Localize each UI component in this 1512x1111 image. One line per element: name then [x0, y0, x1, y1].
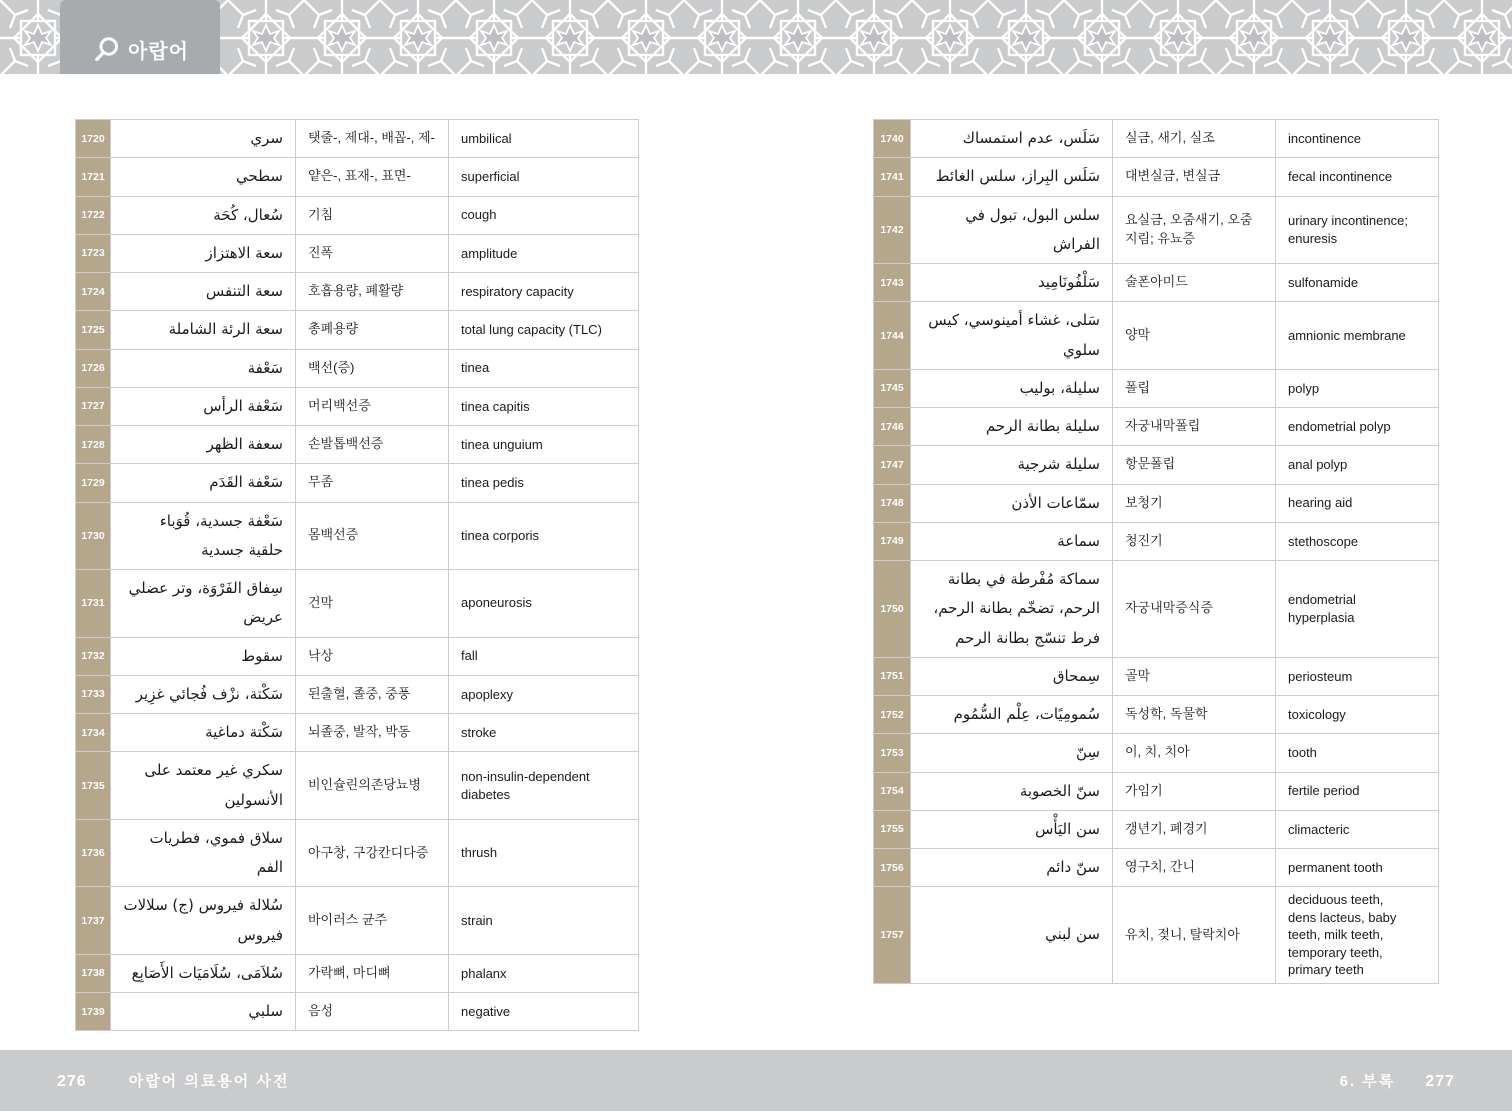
entry-korean-cell: 머리백선증 — [296, 387, 449, 425]
entry-number-cell: 1743 — [874, 264, 911, 302]
entry-english-cell: respiratory capacity — [449, 273, 639, 311]
entry-arabic-cell: سُمومِيًات، عِلْم السُّمُوم — [911, 696, 1113, 734]
entry-korean-cell: 백선(증) — [296, 349, 449, 387]
entry-english-cell: endometrial polyp — [1276, 408, 1439, 446]
entry-arabic-cell: سري — [111, 120, 296, 158]
table-row — [874, 408, 1439, 446]
entry-arabic-cell: سلاق فموي، فطريات الفم — [111, 819, 296, 887]
left-page-number: 276 — [57, 1073, 87, 1090]
entry-english-cell: non-insulin-dependent diabetes — [449, 752, 639, 820]
entry-arabic-cell: سكري غير معتمد على الأنسولين — [111, 752, 296, 820]
entry-arabic-cell: سلس البول، تبول في الفراش — [911, 196, 1113, 264]
entry-korean-cell: 된출혈, 졸중, 중풍 — [296, 675, 449, 713]
table-row — [76, 349, 639, 387]
entry-korean-cell: 보청기 — [1113, 484, 1276, 522]
entry-korean-cell: 몸백선증 — [296, 502, 449, 570]
table-row — [76, 570, 639, 638]
entry-number-cell: 1749 — [874, 522, 911, 560]
entry-english-cell: aponeurosis — [449, 570, 639, 638]
table-row — [874, 120, 1439, 158]
entry-english-cell: tinea pedis — [449, 464, 639, 502]
entry-number-cell: 1742 — [874, 196, 911, 264]
page-footer — [0, 1050, 1512, 1111]
entry-korean-cell: 낙상 — [296, 637, 449, 675]
entry-arabic-cell: سَلَس، عدم استمساك — [911, 120, 1113, 158]
entry-number-cell: 1722 — [76, 196, 111, 234]
entry-korean-cell: 호흡용량, 폐활량 — [296, 273, 449, 311]
entry-arabic-cell: سعة الرئة الشاملة — [111, 311, 296, 349]
entry-arabic-cell: سقوط — [111, 637, 296, 675]
entry-number-cell: 1757 — [874, 887, 911, 984]
table-row — [76, 675, 639, 713]
table-row — [76, 993, 639, 1031]
entry-number-cell: 1733 — [76, 675, 111, 713]
entry-english-cell: amnionic membrane — [1276, 302, 1439, 370]
entry-english-cell: total lung capacity (TLC) — [449, 311, 639, 349]
entry-arabic-cell: سَعْفة القَدَم — [111, 464, 296, 502]
entry-english-cell: negative — [449, 993, 639, 1031]
table-row — [874, 369, 1439, 407]
entry-korean-cell: 가락뼈, 마디뼈 — [296, 954, 449, 992]
entry-number-cell: 1734 — [76, 714, 111, 752]
entry-korean-cell: 유치, 젖니, 탈락치아 — [1113, 887, 1276, 984]
entry-korean-cell: 뇌졸중, 발작, 박동 — [296, 714, 449, 752]
entry-arabic-cell: سَلى، غشاء أمينوسي، كيس سلوي — [911, 302, 1113, 370]
table-row — [76, 714, 639, 752]
entry-korean-cell: 이, 치, 치아 — [1113, 734, 1276, 772]
table-row — [874, 522, 1439, 560]
entry-korean-cell: 진폭 — [296, 234, 449, 272]
entry-number-cell: 1739 — [76, 993, 111, 1031]
entry-number-cell: 1744 — [874, 302, 911, 370]
table-row — [874, 849, 1439, 887]
entry-korean-cell: 대변실금, 변실금 — [1113, 158, 1276, 196]
entry-arabic-cell: سنّ الخصوبة — [911, 772, 1113, 810]
entry-korean-cell: 기침 — [296, 196, 449, 234]
entry-number-cell: 1750 — [874, 561, 911, 658]
entry-number-cell: 1729 — [76, 464, 111, 502]
entry-number-cell: 1730 — [76, 502, 111, 570]
entry-english-cell: tinea unguium — [449, 426, 639, 464]
entry-arabic-cell: سَكْتة دماغية — [111, 714, 296, 752]
entry-number-cell: 1740 — [874, 120, 911, 158]
entry-korean-cell: 청진기 — [1113, 522, 1276, 560]
table-row — [76, 637, 639, 675]
entry-english-cell: fecal incontinence — [1276, 158, 1439, 196]
entry-korean-cell: 바이러스 균주 — [296, 887, 449, 955]
search-icon — [91, 35, 121, 65]
entry-arabic-cell: سن اليَأْس — [911, 810, 1113, 848]
entry-number-cell: 1755 — [874, 810, 911, 848]
entry-english-cell: fall — [449, 637, 639, 675]
entry-korean-cell: 항문폴립 — [1113, 446, 1276, 484]
entry-korean-cell: 무좀 — [296, 464, 449, 502]
entry-number-cell: 1738 — [76, 954, 111, 992]
entry-arabic-cell: سماعة — [911, 522, 1113, 560]
entry-korean-cell: 폴립 — [1113, 369, 1276, 407]
entry-korean-cell: 독성학, 독물학 — [1113, 696, 1276, 734]
entry-english-cell: fertile period — [1276, 772, 1439, 810]
entry-number-cell: 1753 — [874, 734, 911, 772]
entry-korean-cell: 갱년기, 폐경기 — [1113, 810, 1276, 848]
entry-english-cell: hearing aid — [1276, 484, 1439, 522]
entry-english-cell: polyp — [1276, 369, 1439, 407]
entry-number-cell: 1732 — [76, 637, 111, 675]
entry-number-cell: 1746 — [874, 408, 911, 446]
entry-korean-cell: 술폰아미드 — [1113, 264, 1276, 302]
right-page-number: 277 — [1425, 1073, 1455, 1090]
entry-korean-cell: 아구창, 구강칸디다증 — [296, 819, 449, 887]
entry-korean-cell: 가임기 — [1113, 772, 1276, 810]
table-row — [76, 158, 639, 196]
entry-arabic-cell: سَكْتة، نزْف فُجائي غزِير — [111, 675, 296, 713]
table-row — [874, 196, 1439, 264]
entry-korean-cell: 자궁내막증식증 — [1113, 561, 1276, 658]
entry-korean-cell: 양막 — [1113, 302, 1276, 370]
entry-arabic-cell: سلبي — [111, 993, 296, 1031]
table-row — [76, 387, 639, 425]
dictionary-table-right — [873, 119, 1439, 984]
entry-number-cell: 1726 — [76, 349, 111, 387]
entry-english-cell: stethoscope — [1276, 522, 1439, 560]
entry-arabic-cell: سِمحاق — [911, 657, 1113, 695]
entry-english-cell: urinary incontinence; enuresis — [1276, 196, 1439, 264]
entry-arabic-cell: سليلة بطانة الرحم — [911, 408, 1113, 446]
entry-english-cell: cough — [449, 196, 639, 234]
table-row — [874, 484, 1439, 522]
table-row — [76, 234, 639, 272]
arabesque-pattern — [0, 0, 1512, 74]
entry-english-cell: tinea capitis — [449, 387, 639, 425]
table-row — [874, 158, 1439, 196]
entry-number-cell: 1735 — [76, 752, 111, 820]
entry-number-cell: 1728 — [76, 426, 111, 464]
entry-arabic-cell: سنّ دائم — [911, 849, 1113, 887]
table-row — [76, 273, 639, 311]
entry-number-cell: 1720 — [76, 120, 111, 158]
entry-english-cell: permanent tooth — [1276, 849, 1439, 887]
entry-arabic-cell: سَلْفُونَامِيد — [911, 264, 1113, 302]
table-row — [874, 446, 1439, 484]
entry-english-cell: tinea corporis — [449, 502, 639, 570]
entry-number-cell: 1737 — [76, 887, 111, 955]
table-row — [874, 810, 1439, 848]
entry-arabic-cell: سَلَس البِراز، سلس الغائط — [911, 158, 1113, 196]
entry-arabic-cell: سليلة، بوليب — [911, 369, 1113, 407]
entry-english-cell: anal polyp — [1276, 446, 1439, 484]
entry-english-cell: umbilical — [449, 120, 639, 158]
entry-korean-cell: 건막 — [296, 570, 449, 638]
entry-number-cell: 1745 — [874, 369, 911, 407]
table-row — [874, 561, 1439, 658]
entry-number-cell: 1747 — [874, 446, 911, 484]
entry-arabic-cell: سِفاق الفَرْوَة، وتر عضلي عريض — [111, 570, 296, 638]
entry-arabic-cell: سِنّ — [911, 734, 1113, 772]
book-title: 아랍어 의료용어 사전 — [128, 1073, 290, 1090]
entry-korean-cell: 손발톱백선증 — [296, 426, 449, 464]
entry-english-cell: incontinence — [1276, 120, 1439, 158]
table-row — [874, 734, 1439, 772]
entry-korean-cell: 비인슐린의존당뇨병 — [296, 752, 449, 820]
entry-korean-cell: 영구치, 간니 — [1113, 849, 1276, 887]
entry-arabic-cell: سطحي — [111, 158, 296, 196]
entry-number-cell: 1731 — [76, 570, 111, 638]
entry-korean-cell: 실금, 새기, 실조 — [1113, 120, 1276, 158]
table-row — [874, 772, 1439, 810]
entry-korean-cell: 요실금, 오줌새기, 오줌지림; 유뇨증 — [1113, 196, 1276, 264]
table-row — [76, 196, 639, 234]
entry-arabic-cell: سعة التنفس — [111, 273, 296, 311]
footer-left-group — [57, 1070, 289, 1091]
table-row — [76, 120, 639, 158]
entry-english-cell: deciduous teeth, dens lacteus, baby teeth, milk teeth, temporary teeth, primary teeth — [1276, 887, 1439, 984]
entry-korean-cell: 자궁내막폴립 — [1113, 408, 1276, 446]
section-tab-label: 아랍어 — [128, 41, 189, 63]
entry-number-cell: 1725 — [76, 311, 111, 349]
entry-arabic-cell: سَعْفة الرأس — [111, 387, 296, 425]
entry-english-cell: amplitude — [449, 234, 639, 272]
entry-english-cell: toxicology — [1276, 696, 1439, 734]
entry-english-cell: endometrial hyperplasia — [1276, 561, 1439, 658]
entry-arabic-cell: سليلة شرجية — [911, 446, 1113, 484]
entry-number-cell: 1727 — [76, 387, 111, 425]
section-title: 6. 부록 — [1339, 1073, 1396, 1090]
table-row — [76, 502, 639, 570]
entry-number-cell: 1748 — [874, 484, 911, 522]
entry-arabic-cell: سعة الاهتزاز — [111, 234, 296, 272]
entry-english-cell: stroke — [449, 714, 639, 752]
entry-korean-cell: 얕은-, 표재-, 표면- — [296, 158, 449, 196]
entry-arabic-cell: سُلاَمَى، سُلَامَيَات الأَصَابِع — [111, 954, 296, 992]
table-row — [76, 464, 639, 502]
table-row — [874, 264, 1439, 302]
entry-number-cell: 1752 — [874, 696, 911, 734]
entry-number-cell: 1723 — [76, 234, 111, 272]
table-row — [76, 887, 639, 955]
entry-english-cell: superficial — [449, 158, 639, 196]
entry-arabic-cell: سعفة الظهر — [111, 426, 296, 464]
entry-arabic-cell: سن لبني — [911, 887, 1113, 984]
entry-arabic-cell: سَعْفة جسدية، قُوَباء حلقية جسدية — [111, 502, 296, 570]
table-row — [874, 887, 1439, 984]
entry-arabic-cell: سماكة مُفْرطة في بطانة الرحم، تضخّم بطانة الرحم، فرط تنسّج بطانة الرحم — [911, 561, 1113, 658]
entry-english-cell: apoplexy — [449, 675, 639, 713]
entry-number-cell: 1736 — [76, 819, 111, 887]
table-row — [874, 302, 1439, 370]
entry-english-cell: thrush — [449, 819, 639, 887]
entry-arabic-cell: سُعال، كُحَة — [111, 196, 296, 234]
entry-arabic-cell: سَعْفة — [111, 349, 296, 387]
entry-english-cell: periosteum — [1276, 657, 1439, 695]
footer-right-group — [1340, 1070, 1455, 1091]
entry-arabic-cell: سمّاعات الأذن — [911, 484, 1113, 522]
table-row — [76, 311, 639, 349]
entry-number-cell: 1721 — [76, 158, 111, 196]
entry-english-cell: tooth — [1276, 734, 1439, 772]
entry-arabic-cell: سُلالة فيروس (ج) سلالات فيروس — [111, 887, 296, 955]
entry-korean-cell: 총폐용량 — [296, 311, 449, 349]
entry-number-cell: 1756 — [874, 849, 911, 887]
entry-english-cell: climacteric — [1276, 810, 1439, 848]
table-row — [874, 657, 1439, 695]
table-row — [76, 954, 639, 992]
table-row — [76, 752, 639, 820]
table-row — [76, 819, 639, 887]
header-pattern-band — [0, 0, 1512, 74]
entry-number-cell: 1751 — [874, 657, 911, 695]
entry-english-cell: strain — [449, 887, 639, 955]
table-row — [76, 426, 639, 464]
entry-number-cell: 1754 — [874, 772, 911, 810]
table-row — [874, 696, 1439, 734]
entry-english-cell: tinea — [449, 349, 639, 387]
entry-number-cell: 1741 — [874, 158, 911, 196]
entry-number-cell: 1724 — [76, 273, 111, 311]
section-tab-arabic — [60, 0, 220, 74]
entry-korean-cell: 탯줄-, 제대-, 배꼽-, 제- — [296, 120, 449, 158]
entry-korean-cell: 골막 — [1113, 657, 1276, 695]
dictionary-table-left — [75, 119, 639, 1031]
entry-english-cell: sulfonamide — [1276, 264, 1439, 302]
entry-english-cell: phalanx — [449, 954, 639, 992]
entry-korean-cell: 음성 — [296, 993, 449, 1031]
